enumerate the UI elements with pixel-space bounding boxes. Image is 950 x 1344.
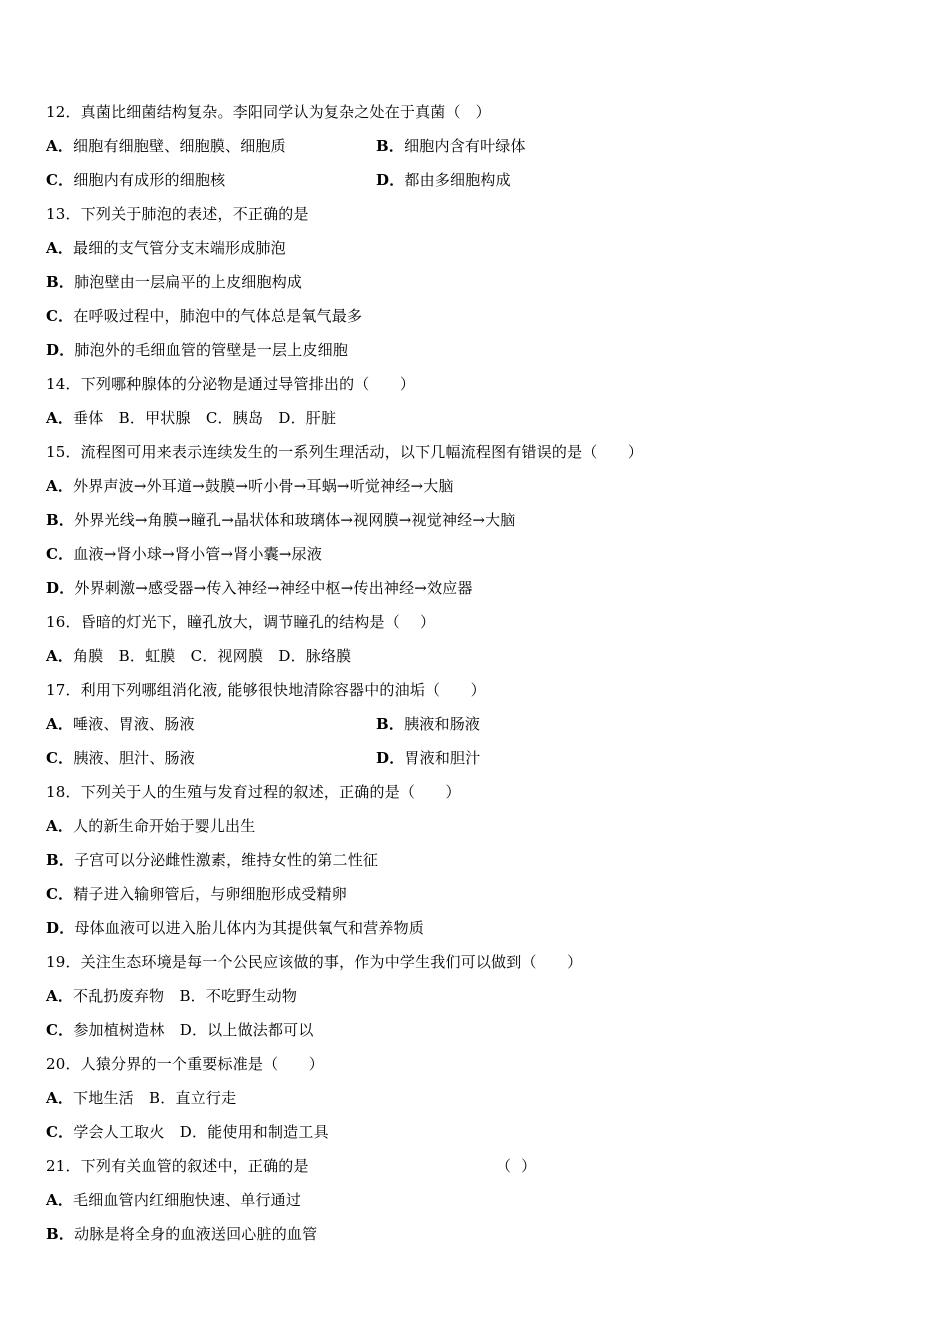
option-letter: A． [46, 477, 74, 495]
option-letter: D． [46, 919, 75, 937]
question-18-option-a [46, 816, 255, 836]
option-letter: B． [376, 715, 405, 733]
option-text: 最细的支气管分支末端形成肺泡 [73, 239, 286, 257]
option-letter: C． [46, 749, 74, 767]
option-text: 在呼吸过程中，肺泡中的气体总是氧气最多 [73, 307, 363, 325]
question-15-stem: 15．流程图可用来表示连续发生的一系列生理活动，以下几幅流程图有错误的是（ ） [46, 443, 644, 461]
option-letter: C． [46, 1123, 74, 1141]
option-letter: B． [46, 1225, 75, 1243]
question-21-stem: 21．下列有关血管的叙述中，正确的是 [46, 1157, 309, 1175]
question-15-option-a [46, 476, 454, 496]
option-letter: B． [376, 137, 405, 155]
option-text: 细胞内含有叶绿体 [404, 137, 526, 155]
question-13-stem: 13．下列关于肺泡的表述，不正确的是 [46, 205, 309, 223]
question-13-option-a [46, 238, 286, 258]
option-letter: A． [46, 239, 74, 257]
option-text: 子宫可以分泌雌性激素，维持女性的第二性征 [74, 851, 379, 869]
question-21-option-a [46, 1190, 301, 1210]
question-17-option-d [376, 748, 480, 768]
question-18-stem: 18．下列关于人的生殖与发育过程的叙述，正确的是（ ） [46, 783, 461, 801]
option-text: 动脉是将全身的血液送回心脏的血管 [74, 1225, 318, 1243]
option-letter: D． [46, 579, 75, 597]
option-letter: D． [376, 171, 405, 189]
option-letter: D． [376, 749, 405, 767]
question-15-option-d [46, 578, 473, 598]
question-19-options-line-1 [46, 986, 297, 1006]
option-text: 外界刺激→感受器→传入神经→神经中枢→传出神经→效应器 [74, 579, 473, 597]
option-letter: B． [46, 273, 75, 291]
question-18-option-c [46, 884, 347, 904]
option-letter: A． [46, 409, 74, 427]
question-17-stem: 17．利用下列哪组消化液, 能够很快地清除容器中的油垢（ ） [46, 681, 486, 699]
option-text: 毛细血管内红细胞快速、单行通过 [73, 1191, 302, 1209]
question-20-options-line-1 [46, 1088, 236, 1108]
option-letter: C． [46, 1021, 74, 1039]
question-12-option-b [376, 136, 526, 156]
option-text: 都由多细胞构成 [404, 171, 511, 189]
question-13-option-b [46, 272, 302, 292]
option-letter: C． [46, 171, 74, 189]
question-21-answer-blank: （ ） [496, 1157, 537, 1175]
question-13-option-d [46, 340, 348, 360]
question-17-option-a [46, 714, 195, 734]
question-19-options-line-2 [46, 1020, 314, 1040]
question-12-stem: 12．真菌比细菌结构复杂。李阳同学认为复杂之处在于真菌（ ） [46, 103, 491, 121]
option-letter: C． [46, 885, 74, 903]
option-text: 胰液和肠液 [404, 715, 481, 733]
question-15-option-b [46, 510, 516, 530]
question-15-option-c [46, 544, 322, 564]
option-text: 血液→肾小球→肾小管→肾小囊→尿液 [73, 545, 323, 563]
option-text: 唾液、胃液、肠液 [73, 715, 195, 733]
option-text: 外界声波→外耳道→鼓膜→听小骨→耳蜗→听觉神经→大脑 [73, 477, 454, 495]
option-text: 精子进入输卵管后，与卵细胞形成受精卵 [73, 885, 347, 903]
question-14-options [46, 408, 336, 428]
question-12-option-a [46, 136, 286, 156]
option-letter: C． [46, 545, 74, 563]
option-text: 肺泡外的毛细血管的管壁是一层上皮细胞 [74, 341, 349, 359]
option-text: 人的新生命开始于婴儿出生 [73, 817, 256, 835]
option-letter: B． [46, 511, 75, 529]
option-letter: A． [46, 1089, 74, 1107]
option-text: 不乱扔废弃物 B．不吃野生动物 [73, 987, 298, 1005]
question-17-option-b [376, 714, 480, 734]
question-13-option-c [46, 306, 362, 326]
option-text: 胰液、胆汁、肠液 [73, 749, 195, 767]
question-20-options-line-2 [46, 1122, 329, 1142]
option-letter: A． [46, 817, 74, 835]
question-16-stem: 16．昏暗的灯光下，瞳孔放大，调节瞳孔的结构是（ ） [46, 613, 436, 631]
question-12-option-c [46, 170, 225, 190]
question-14-stem: 14．下列哪种腺体的分泌物是通过导管排出的（ ） [46, 375, 416, 393]
option-text: 学会人工取火 D．能使用和制造工具 [73, 1123, 329, 1141]
option-text: 母体血液可以进入胎儿体内为其提供氧气和营养物质 [74, 919, 425, 937]
option-text: 外界光线→角膜→瞳孔→晶状体和玻璃体→视网膜→视觉神经→大脑 [74, 511, 516, 529]
inline-options-text: 角膜 B．虹膜 C．视网膜 D．脉络膜 [73, 647, 352, 665]
question-18-option-d [46, 918, 424, 938]
option-letter: A． [46, 137, 74, 155]
option-letter: A． [46, 647, 74, 665]
question-18-option-b [46, 850, 378, 870]
option-letter: C． [46, 307, 74, 325]
option-text: 参加植树造林 D．以上做法都可以 [73, 1021, 314, 1039]
question-20-stem: 20．人猿分界的一个重要标准是（ ） [46, 1055, 324, 1073]
option-letter: D． [46, 341, 75, 359]
option-text: 细胞有细胞壁、细胞膜、细胞质 [73, 137, 286, 155]
question-16-options [46, 646, 351, 666]
option-text: 肺泡壁由一层扁平的上皮细胞构成 [74, 273, 303, 291]
option-text: 下地生活 B．直立行走 [73, 1089, 237, 1107]
option-letter: A． [46, 987, 74, 1005]
option-letter: A． [46, 1191, 74, 1209]
question-21-option-b [46, 1224, 317, 1244]
question-12-option-d [376, 170, 511, 190]
question-17-option-c [46, 748, 195, 768]
option-text: 胃液和胆汁 [404, 749, 481, 767]
option-letter: B． [46, 851, 75, 869]
option-text: 细胞内有成形的细胞核 [73, 171, 226, 189]
option-letter: A． [46, 715, 74, 733]
question-19-stem: 19．关注生态环境是每一个公民应该做的事，作为中学生我们可以做到（ ） [46, 953, 583, 971]
inline-options-text: 垂体 B．甲状腺 C．胰岛 D．肝脏 [73, 409, 337, 427]
